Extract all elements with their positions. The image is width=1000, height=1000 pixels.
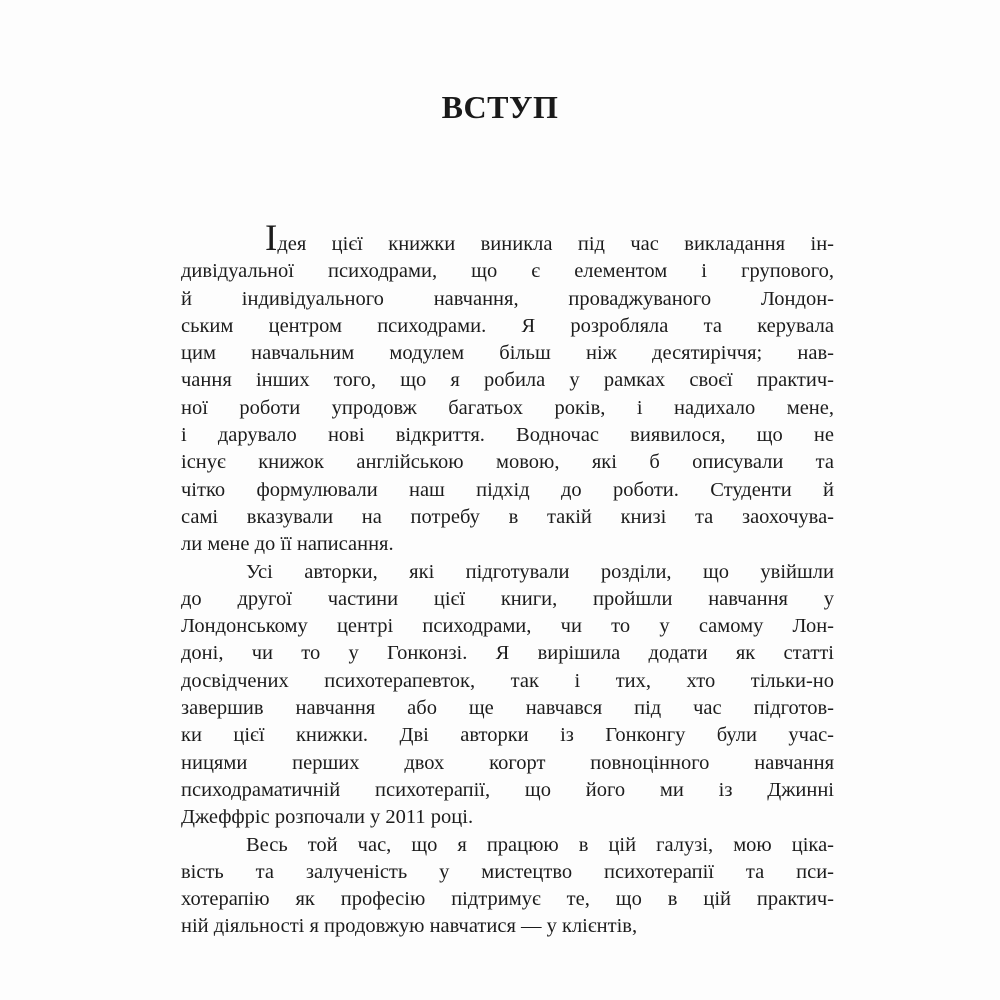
text-line: існує книжок англійською мовою, які б описували та bbox=[181, 451, 834, 474]
text-line: Весь той час, що я працюю в цій галузі, мою ціка- bbox=[246, 833, 834, 856]
text-line: Джеффріс розпочали у 2011 році. bbox=[181, 806, 474, 829]
text-line: дивідуальної психодрами, що є елементом і групового, bbox=[181, 260, 834, 283]
text-line: ли мене до її написання. bbox=[181, 533, 394, 556]
text-line: й індивідуального навчання, проваджуваного Лондон- bbox=[181, 287, 834, 310]
paragraph bbox=[181, 559, 834, 832]
text-line: цим навчальним модулем більш ніж десятиріччя; нав- bbox=[181, 342, 834, 365]
text-line: ній діяльності я продовжую навчатися — у клієнтів, bbox=[181, 915, 638, 938]
text-line: до другої частини цієї книги, пройшли навчання у bbox=[181, 587, 834, 610]
text-line: Усі авторки, які підготували розділи, що увійшли bbox=[246, 560, 834, 583]
text-line: хотерапію як професію підтримує те, що в цій практич- bbox=[181, 888, 834, 911]
text-line: ським центром психодрами. Я розробляла та керувала bbox=[181, 314, 834, 337]
drop-cap-letter: І bbox=[265, 218, 278, 259]
text-line: доні, чи то у Гонконзі. Я вирішила додати як статті bbox=[181, 642, 834, 665]
text-line: чітко формулювали наш підхід до роботи. Студенти й bbox=[181, 478, 834, 501]
body-text bbox=[181, 218, 834, 941]
text-line: вість та залученість у мистецтво психотерапії та пси- bbox=[181, 860, 834, 883]
chapter-title: ВСТУП bbox=[441, 89, 559, 125]
paragraph bbox=[181, 218, 834, 559]
text-line: психодраматичній психотерапії, що його ми із Джинні bbox=[181, 778, 834, 801]
text-line: ки цієї книжки. Дві авторки із Гонконгу були учас- bbox=[181, 724, 834, 747]
text-line: Лондонському центрі психодрами, чи то у самому Лон- bbox=[181, 615, 834, 638]
text-line: досвідчених психотерапевток, так і тих, хто тільки-но bbox=[181, 669, 834, 692]
text-line: ницями перших двох когорт повноцінного навчання bbox=[181, 751, 834, 774]
text-line: і дарувало нові відкриття. Водночас виявилося, що не bbox=[181, 424, 834, 447]
paragraph bbox=[181, 832, 834, 941]
text-line: чання інших того, що я робила у рамках своєї практич- bbox=[181, 369, 834, 392]
text-line: самі вказували на потребу в такій книзі та заохочува- bbox=[181, 505, 834, 528]
text-line: завершив навчання або ще навчався під час підготов- bbox=[181, 697, 834, 720]
text-line: ної роботи упродовж багатьох років, і надихало мене, bbox=[181, 396, 834, 419]
text-line: Ідея цієї книжки виникла під час викладання ін- bbox=[265, 218, 834, 259]
